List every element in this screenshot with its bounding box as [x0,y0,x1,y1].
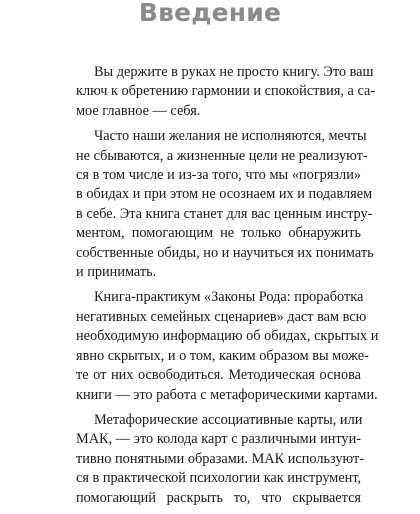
paragraph-1 [76,63,376,121]
text-line: книги — это работа с метафорическими картами. [76,386,378,403]
text-line: не сбываются, а жизненные цели не реализуют- [76,147,368,164]
text-line: МАК, — это колода карт с различными интуи- [76,431,361,448]
text-line: Книга-практикум «Законы Рода: проработка [94,289,364,306]
paragraph-4 [76,411,364,508]
text-line: ключ к обретению гармонии и спокойствия, а са- [76,83,376,100]
paragraph-3 [76,288,379,404]
text-line: явно скрытых, и о том, каким образом вы може- [76,347,369,364]
text-line: ся в том числе и из-за того, что мы «погрязли» [76,167,361,184]
text-line: тивно понятными образами. МАК используют- [76,450,364,467]
text-line: Метафорические ассоциативные карты, или [94,411,363,428]
chapter-title: Введение [138,0,282,27]
text-line: мое главное — себя. [76,102,201,119]
text-line: те от них освободиться. Методическая основа [76,367,361,384]
text-line: ся в практической психологии как инструмент, [76,470,362,487]
text-line: Вы держите в руках не просто книгу. Это ваш [94,64,374,80]
text-line: Часто наши желания не исполняются, мечты [94,128,367,145]
text-line: в обидах и при этом не осознаем их и подавляем [76,186,373,203]
text-line: помогающий раскрыть то, что скрывается [76,489,361,506]
text-line: необходимую информацию об обидах, скрытых и [76,328,379,345]
paragraph-2 [76,127,374,282]
text-line: негативных семейных сценариев» даст вам всю [76,308,367,325]
text-line: ментом, помогающим не только обнаружить [76,225,361,242]
text-line: и принимать. [76,264,157,281]
text-line: в себе. Эта книга станет для вас ценным инстру- [76,205,373,222]
body-text [76,63,379,514]
text-line: собственные обиды, но и научиться их понимать [76,244,374,261]
